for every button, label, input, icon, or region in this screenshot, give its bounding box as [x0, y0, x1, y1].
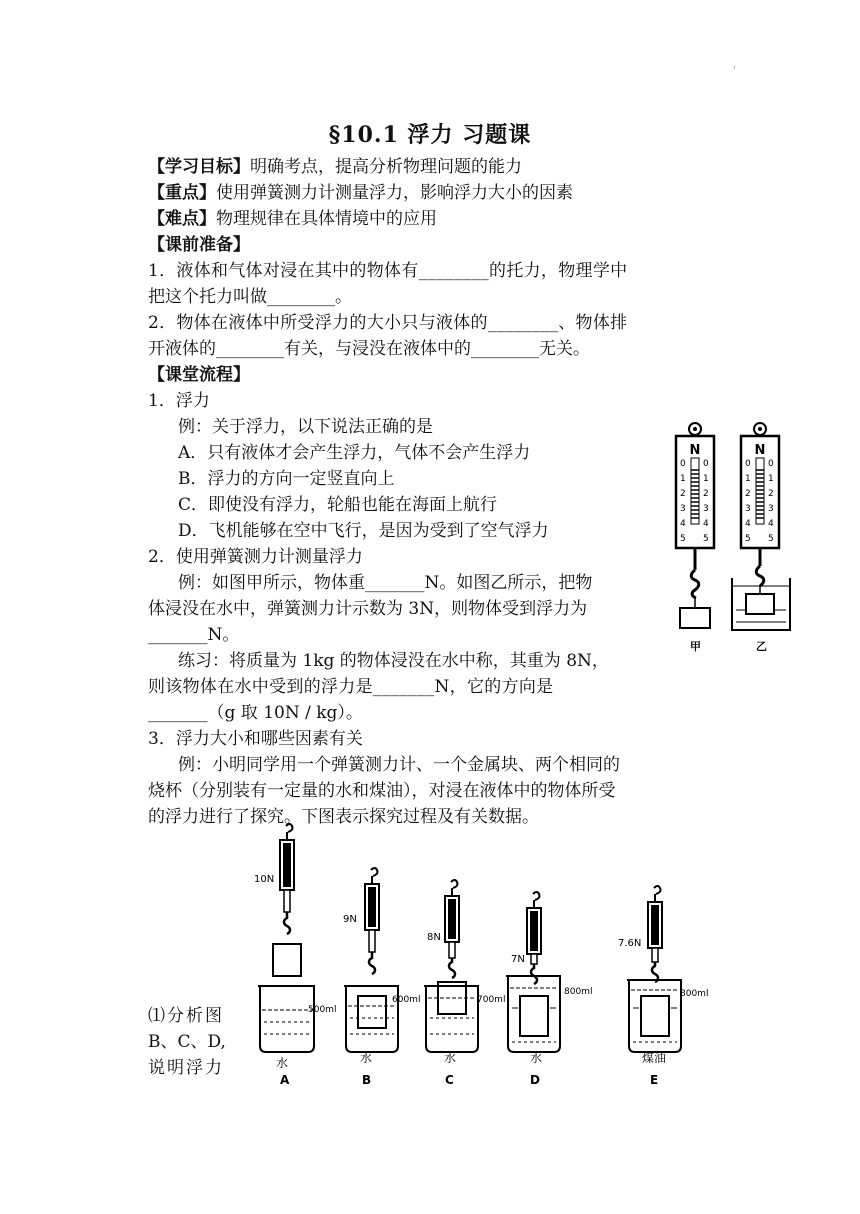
difficulty-label: 【难点】	[148, 209, 216, 229]
liquid-label: 煤油	[642, 1051, 667, 1065]
section-2-practice: 则该物体在水中受到的浮力是_______N，它的方向是	[148, 677, 554, 697]
goal-label: 【学习目标】	[148, 157, 250, 177]
scale-tick-label: 0	[768, 459, 774, 469]
scale-tick-label: 2	[680, 489, 686, 499]
liquid-label: 水	[444, 1051, 457, 1065]
key-text: 使用弹簧测力计测量浮力，影响浮力大小的因素	[216, 183, 573, 203]
newton-letter: N	[689, 443, 701, 458]
learning-goal	[148, 154, 522, 180]
reading-label: 7.6N	[618, 938, 642, 949]
spring-scale-yi	[732, 423, 790, 653]
section-2-example: 例：如图甲所示，物体重_______N。如图乙所示，把物	[178, 573, 593, 593]
scale-tick-label: 2	[745, 489, 751, 499]
panel-letter: A	[280, 1073, 290, 1087]
spring-scale-figure	[660, 418, 810, 658]
volume-label: 500ml	[308, 1005, 337, 1015]
liquid-label: 水	[530, 1051, 543, 1065]
panel-letter: C	[445, 1073, 454, 1087]
flow-heading: 【课堂流程】	[148, 365, 250, 385]
key-point	[148, 180, 573, 206]
scale-tick-label: 3	[745, 504, 751, 514]
section-1-example: 例：关于浮力，以下说法正确的是	[178, 417, 433, 437]
section-1-title: 1．浮力	[148, 391, 210, 411]
section-3-example: 的浮力进行了探究。下图表示探究过程及有关数据。	[148, 807, 539, 827]
volume-label: 800ml	[564, 987, 593, 997]
scale-tick-label: 2	[768, 489, 774, 499]
panel-e	[618, 886, 708, 1087]
section-2-practice: _______（g 取 10N / kg）。	[148, 703, 363, 723]
key-label: 【重点】	[148, 183, 216, 203]
panel-b	[343, 868, 420, 1087]
section-3-example: 烧杯（分别装有一定量的水和煤油），对浸在液体中的物体所受	[148, 781, 616, 801]
section-2-practice: 练习：将质量为 1kg 的物体浸没在水中称，其重为 8N，	[178, 651, 609, 671]
scale-tick-label: 1	[703, 474, 709, 484]
scale-tick-label: 5	[703, 534, 709, 544]
prep-line: 1．液体和气体对浸在其中的物体有________的托力，物理学中	[148, 261, 628, 281]
reading-label: 7N	[511, 954, 525, 965]
spring-scale-jia	[676, 423, 714, 653]
scale-tick-label: 5	[768, 534, 774, 544]
reading-label: 10N	[254, 874, 275, 885]
prep-line: 开液体的________有关，与浸没在液体中的________无关。	[148, 339, 590, 359]
newton-letter: N	[754, 443, 766, 458]
option-b: B．浮力的方向一定竖直向上	[178, 469, 395, 489]
prep-heading: 【课前准备】	[148, 235, 250, 255]
scale-tick-label: 3	[703, 504, 709, 514]
goal-text: 明确考点，提高分析物理问题的能力	[250, 157, 522, 177]
panel-letter: E	[650, 1073, 659, 1087]
page-title: §10.1 浮力 习题课	[328, 122, 532, 148]
difficulty-text: 物理规律在具体情境中的应用	[216, 209, 437, 229]
section-2-example: _______N。	[148, 625, 240, 645]
scale-tick-label: 1	[680, 474, 686, 484]
reading-label: 8N	[427, 932, 441, 943]
liquid-label: 水	[276, 1056, 289, 1070]
volume-label: 600ml	[392, 995, 421, 1005]
scale-tick-label: 4	[680, 519, 686, 529]
panel-letter: B	[362, 1073, 372, 1087]
panel-d	[506, 892, 592, 1087]
volume-label: 800ml	[680, 989, 709, 999]
option-d: D．飞机能够在空中飞行，是因为受到了空气浮力	[178, 521, 549, 541]
scale-tick-label: 5	[680, 534, 686, 544]
corner-mark: '	[733, 66, 736, 76]
volume-label: 700ml	[477, 995, 506, 1005]
figure-label-yi: 乙	[756, 640, 767, 653]
scale-tick-label: 0	[745, 459, 751, 469]
liquid-label: 水	[360, 1051, 373, 1065]
question-1-line: ⑴分析图	[148, 1006, 224, 1026]
prep-line: 2．物体在液体中所受浮力的大小只与液体的________、物体排	[148, 313, 628, 333]
scale-tick-label: 3	[768, 504, 774, 514]
scale-tick-label: 1	[745, 474, 751, 484]
scale-tick-label: 4	[703, 519, 709, 529]
question-1-line: 说明浮力	[148, 1058, 224, 1078]
difficulty-point	[148, 206, 437, 232]
scale-tick-label: 3	[680, 504, 686, 514]
scale-tick-label: 1	[768, 474, 774, 484]
scale-tick-label: 0	[680, 459, 686, 469]
panel-letter: D	[530, 1073, 540, 1087]
reading-label: 9N	[343, 914, 357, 925]
panel-a	[254, 824, 336, 1087]
section-2-title: 2．使用弹簧测力计测量浮力	[148, 547, 363, 567]
scale-tick-label: 4	[768, 519, 774, 529]
section-3-title: 3．浮力大小和哪些因素有关	[148, 729, 363, 749]
section-2-example: 体浸没在水中，弹簧测力计示数为 3N，则物体受到浮力为	[148, 599, 588, 619]
section-3-example: 例：小明同学用一个弹簧测力计、一个金属块、两个相同的	[178, 755, 620, 775]
question-1-line: B、C、D,	[148, 1032, 226, 1052]
prep-line: 把这个托力叫做________。	[148, 287, 352, 307]
option-a: A．只有液体才会产生浮力，气体不会产生浮力	[178, 443, 531, 463]
figure-label-jia: 甲	[690, 640, 701, 653]
scale-tick-label: 5	[745, 534, 751, 544]
experiment-figure	[240, 822, 720, 1092]
panel-c	[424, 880, 505, 1087]
option-c: C．即使没有浮力，轮船也能在海面上航行	[178, 495, 498, 515]
scale-tick-label: 4	[745, 519, 751, 529]
scale-tick-label: 2	[703, 489, 709, 499]
scale-tick-label: 0	[703, 459, 709, 469]
